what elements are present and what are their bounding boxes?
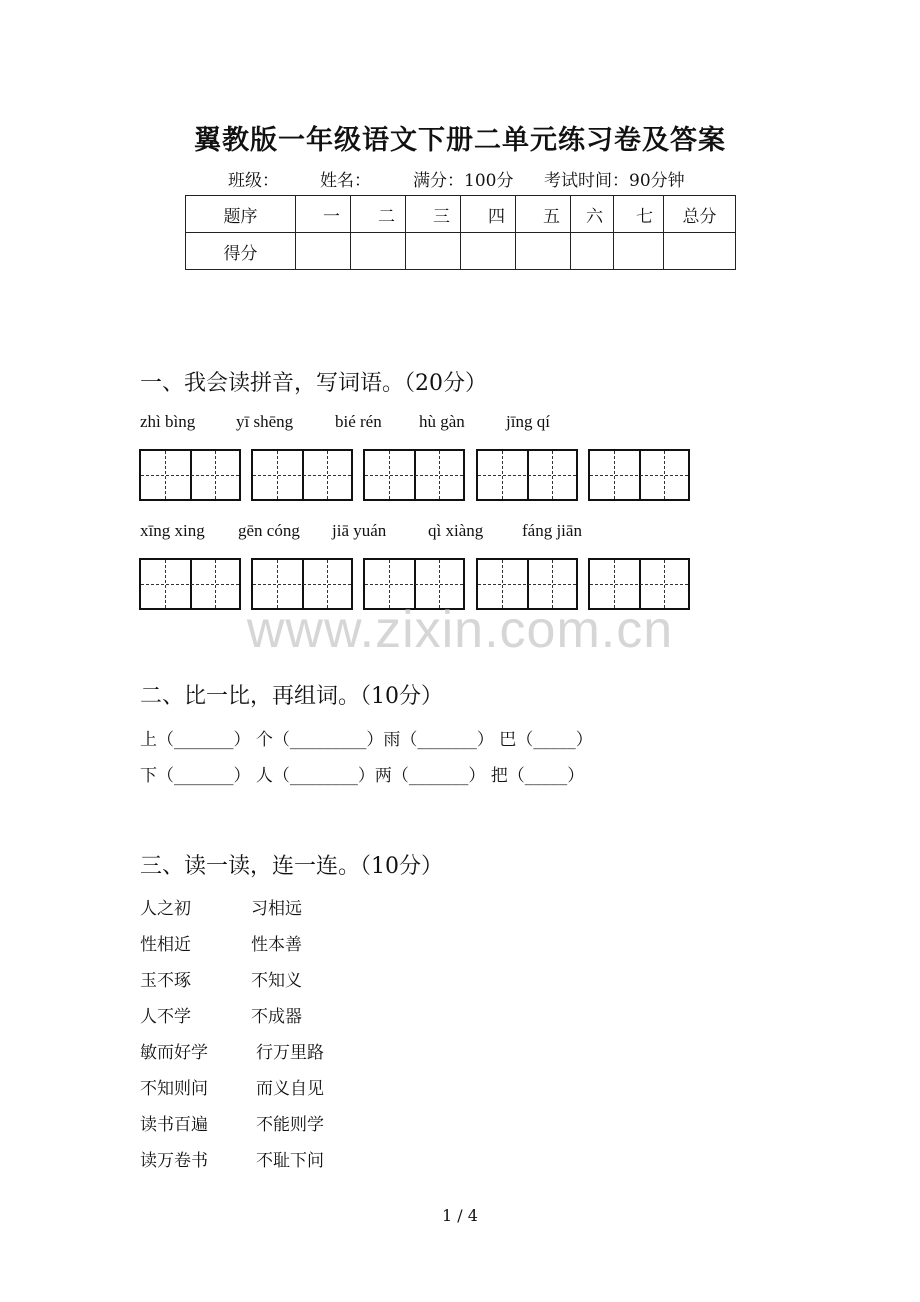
match-right-item[interactable]: 性本善 bbox=[251, 935, 302, 955]
page-title: 翼教版一年级语文下册二单元练习卷及答案 bbox=[194, 125, 726, 156]
table-header-cell: 总分 bbox=[664, 196, 736, 233]
section-3-title: 三、读一读，连一连。（10分） bbox=[140, 854, 443, 879]
pinyin-label: hù gàn bbox=[419, 412, 465, 431]
name-label: 姓名： bbox=[320, 171, 371, 191]
pinyin-label: yī shēng bbox=[236, 412, 294, 431]
score-cell[interactable] bbox=[571, 233, 614, 270]
match-right-item[interactable]: 而义自见 bbox=[256, 1079, 324, 1099]
exam-meta bbox=[228, 166, 685, 191]
watermark: www.zixin.com.cn bbox=[246, 601, 674, 659]
match-right-item[interactable]: 不成器 bbox=[251, 1007, 302, 1027]
match-left-item[interactable]: 不知则问 bbox=[140, 1079, 208, 1099]
table-header-cell: 二 bbox=[351, 196, 406, 233]
writing-box[interactable] bbox=[476, 449, 578, 501]
class-label: 班级： bbox=[228, 171, 279, 191]
table-header-cell: 题序 bbox=[186, 196, 296, 233]
match-left-item[interactable]: 敏而好学 bbox=[140, 1043, 208, 1063]
pinyin-label: gēn cóng bbox=[238, 521, 300, 540]
writing-box[interactable] bbox=[139, 449, 241, 501]
pinyin-label: zhì bìng bbox=[140, 412, 196, 431]
match-right-item[interactable]: 习相远 bbox=[251, 899, 302, 919]
match-right-item[interactable]: 不知义 bbox=[251, 971, 302, 991]
pinyin-label: jiā yuán bbox=[332, 521, 387, 540]
match-left-item[interactable]: 玉不琢 bbox=[140, 971, 191, 991]
page-number: 1 / 4 bbox=[442, 1206, 478, 1225]
score-cell[interactable] bbox=[351, 233, 406, 270]
compare-line-1: 上（_______） 个（_________）雨（_______） 巴（_____） bbox=[140, 730, 593, 750]
score-cell[interactable] bbox=[406, 233, 461, 270]
pinyin-label: qì xiàng bbox=[428, 521, 484, 540]
score-cell[interactable] bbox=[461, 233, 516, 270]
match-right-item[interactable]: 不能则学 bbox=[256, 1115, 324, 1135]
table-header-cell: 四 bbox=[461, 196, 516, 233]
section-2-title: 二、比一比，再组词。（10分） bbox=[140, 684, 443, 709]
score-cell[interactable] bbox=[296, 233, 351, 270]
score-table-row bbox=[186, 233, 736, 270]
pinyin-label: jīng qí bbox=[506, 412, 550, 431]
match-left-item[interactable]: 人不学 bbox=[140, 1007, 191, 1027]
table-header-cell: 七 bbox=[614, 196, 664, 233]
score-cell[interactable] bbox=[516, 233, 571, 270]
pinyin-label: fáng jiān bbox=[522, 521, 582, 540]
table-row-label: 得分 bbox=[186, 233, 296, 270]
compare-line-2: 下（_______） 人（________）两（_______） 把（_____） bbox=[140, 766, 585, 786]
score-cell[interactable] bbox=[614, 233, 664, 270]
table-header-cell: 一 bbox=[296, 196, 351, 233]
match-left-item[interactable]: 读书百遍 bbox=[140, 1115, 208, 1135]
writing-box[interactable] bbox=[363, 449, 465, 501]
table-header-cell: 六 bbox=[571, 196, 614, 233]
table-header-cell: 三 bbox=[406, 196, 461, 233]
score-cell[interactable] bbox=[664, 233, 736, 270]
match-right-item[interactable]: 行万里路 bbox=[256, 1043, 324, 1063]
writing-box[interactable] bbox=[251, 449, 353, 501]
match-left-item[interactable]: 性相近 bbox=[140, 935, 191, 955]
match-right-item[interactable]: 不耻下问 bbox=[256, 1151, 324, 1171]
writing-box[interactable] bbox=[588, 449, 690, 501]
match-left-item[interactable]: 读万卷书 bbox=[140, 1151, 208, 1171]
pinyin-label: xīng xing bbox=[140, 521, 205, 540]
match-left-item[interactable]: 人之初 bbox=[140, 899, 191, 919]
exam-time: 考试时间：90分钟 bbox=[544, 171, 685, 191]
full-score: 满分：100分 bbox=[413, 171, 514, 191]
pinyin-label: bié rén bbox=[335, 412, 382, 431]
section-1-title: 一、我会读拼音，写词语。（20分） bbox=[140, 371, 487, 396]
score-table-header-row bbox=[186, 196, 736, 233]
score-table bbox=[185, 195, 736, 270]
table-header-cell: 五 bbox=[516, 196, 571, 233]
